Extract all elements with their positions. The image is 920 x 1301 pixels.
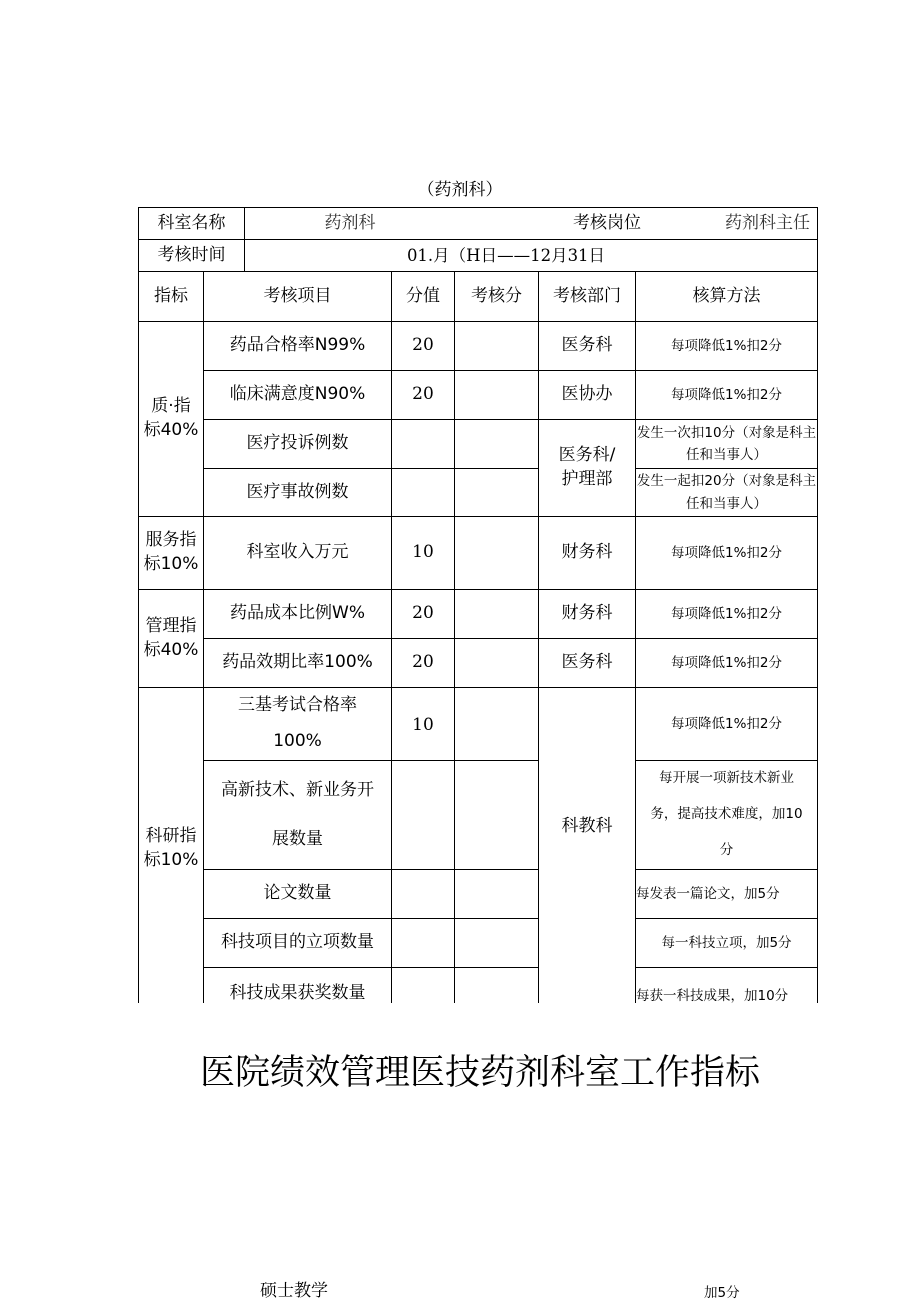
table-row-item: 药品成本比例W%	[203, 589, 392, 639]
table-row-score: 10	[391, 516, 455, 590]
table-row-assessed-score	[454, 918, 539, 968]
table-row-assessed-score	[454, 687, 539, 761]
period-value: 01.月（H日——12月31日	[244, 239, 818, 272]
table-row-score	[391, 419, 455, 469]
table-row-method: 每项降低1%扣2分	[635, 321, 818, 371]
table-row-assessed-score	[454, 419, 539, 469]
table-row-item: 药品效期比率100%	[203, 638, 392, 688]
table-row-assessed-score	[454, 589, 539, 639]
table-row-item: 三基考试合格率100%	[203, 687, 392, 761]
document-subtitle: （药剂科）	[417, 180, 503, 200]
group-service: 服务指标10%	[138, 516, 204, 590]
table-row-score: 20	[391, 370, 455, 420]
table-row-method: 发生一起扣20分（对象是科主任和当事人）	[635, 468, 818, 517]
table-row-item: 医疗投诉例数	[203, 419, 392, 469]
group-management: 管理指标40%	[138, 589, 204, 688]
table-row-method: 每项降低1%扣2分	[635, 589, 818, 639]
table-row-item: 临床满意度N90%	[203, 370, 392, 420]
table-row-assessed-score	[454, 760, 539, 870]
table-row-department: 医务科	[538, 638, 636, 688]
table-row-department: 医务科	[538, 321, 636, 371]
table-row-item: 医疗事故例数	[203, 468, 392, 517]
table-row-method: 每项降低1%扣2分	[635, 687, 818, 761]
table-row-item: 药品合格率N99%	[203, 321, 392, 371]
col-header-department: 考核部门	[538, 271, 636, 322]
table-row-item: 科技成果获奖数量	[203, 967, 392, 1003]
table-row-method: 每获一科技成果，加10分	[635, 967, 818, 1003]
table-row-score	[391, 468, 455, 517]
table-row-score: 10	[391, 687, 455, 761]
dept-info-row	[244, 207, 818, 240]
post-value: 药剂科主任	[725, 212, 810, 233]
main-heading: 医院绩效管理医技药剂科室工作指标	[199, 1053, 760, 1093]
table-row-assessed-score	[454, 869, 539, 919]
table-row-score	[391, 918, 455, 968]
table-row-score: 20	[391, 321, 455, 371]
table-row-item: 论文数量	[203, 869, 392, 919]
table-row-method: 每项降低1%扣2分	[635, 370, 818, 420]
table-row-method: 每一科技立项，加5分	[635, 918, 818, 968]
col-header-method: 核算方法	[635, 271, 818, 322]
table-row-score: 20	[391, 589, 455, 639]
assessment-table	[138, 207, 818, 1003]
col-header-assessed-score: 考核分	[454, 271, 539, 322]
col-header-indicator: 指标	[138, 271, 204, 322]
table-row-method: 每项降低1%扣2分	[635, 638, 818, 688]
post-label: 考核岗位	[573, 212, 641, 233]
table-row-item: 科室收入万元	[203, 516, 392, 590]
group-quality: 质·指标40%	[138, 321, 204, 517]
dept-name-value: 药剂科	[324, 212, 376, 233]
table-row-assessed-score	[454, 370, 539, 420]
table-row-score	[391, 967, 455, 1003]
table-row-department: 财务科	[538, 589, 636, 639]
dept-name-label: 科室名称	[138, 207, 245, 240]
table-row-method: 每开展一项新技术新业务，提高技术难度，加10分	[635, 760, 818, 870]
table-row-score	[391, 760, 455, 870]
table-row-department: 财务科	[538, 516, 636, 590]
table-row-method: 每项降低1%扣2分	[635, 516, 818, 590]
col-header-score: 分值	[391, 271, 455, 322]
table-row-assessed-score	[454, 321, 539, 371]
group-research: 科研指标10%	[138, 687, 204, 1003]
col-header-item: 考核项目	[203, 271, 392, 322]
table-row-department: 医协办	[538, 370, 636, 420]
footer-right-text: 加5分	[704, 1285, 740, 1301]
footer-left-text: 硕士教学	[260, 1281, 328, 1301]
period-label: 考核时间	[138, 239, 245, 272]
table-row-score	[391, 869, 455, 919]
table-row-department-merged: 医务科/护理部	[538, 419, 636, 517]
table-row-item: 高新技术、新业务开展数量	[203, 760, 392, 870]
table-row-assessed-score	[454, 638, 539, 688]
table-row-assessed-score	[454, 468, 539, 517]
table-row-method: 发生一次扣10分（对象是科主任和当事人）	[635, 419, 818, 469]
table-row-item: 科技项目的立项数量	[203, 918, 392, 968]
table-row-score: 20	[391, 638, 455, 688]
table-row-assessed-score	[454, 516, 539, 590]
table-row-method: 每发表一篇论文，加5分	[635, 869, 818, 919]
table-row-department-merged: 科教科	[538, 687, 636, 1003]
table-row-assessed-score	[454, 967, 539, 1003]
